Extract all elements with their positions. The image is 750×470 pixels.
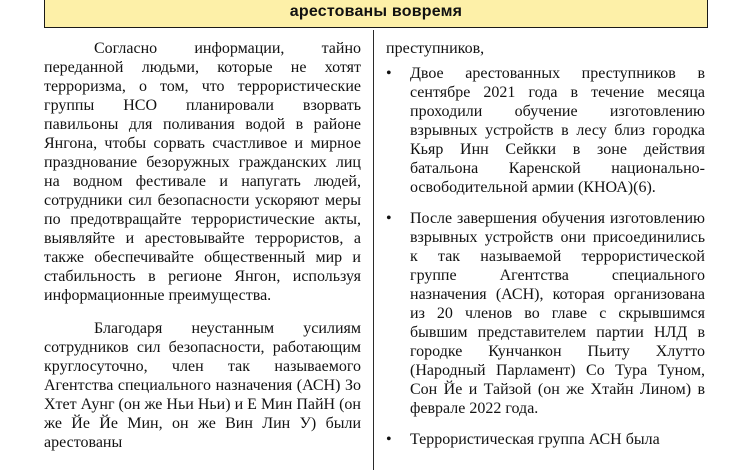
bullet-icon: • — [386, 431, 392, 448]
paragraph-intel-report: Согласно информации, тайно переданной людьми, которые не хотят терроризма, о том, что террористические группы НСО планировали взорвать павильоны для поливания водой в районе Янгона, чтобы сорвать счастливое и мирное празднование безоружных гражданских лиц на водном фестивале и напугать людей, сотрудники сил безопасности ускоряют меры по предотвращайте террористические акты, выявляйте и арестовывайте террористов, а также обеспечивайте общественный мир и стабильность в регионе Янгон, используя информационные преимущества. — [44, 40, 361, 304]
continued-text: преступников, — [386, 40, 485, 57]
list-item — [386, 430, 705, 449]
list-item — [386, 64, 705, 197]
right-column — [386, 39, 705, 461]
bullet-list — [386, 64, 705, 449]
bullet-icon: • — [386, 65, 392, 82]
list-item-text: Двое арестованных преступников в сентябре 2021 года в течение месяца проходили обучение изготовлению взрывных устройств в лесу близ городка Кьяр Инн Сейкки в зоне действия батальона Каренской национально-освободительной армии (КНОА)(6). — [410, 65, 705, 196]
column-divider — [373, 30, 374, 470]
left-column — [44, 39, 361, 452]
list-item — [386, 209, 705, 418]
list-item-text: После завершения обучения изготовлению взрывных устройств они присоединились к так называемой террористической группе Агентства специального назначения (АСН), которая организована из 20 членов во главе с скрывшимся бывшим представителем партии НЛД в городке Кунчанкон Пьиту Хлутто (Народный Парламент) Со Тура Туном, Сон Йе и Тайзой (он же Хтайн Лином) в феврале 2022 года. — [410, 210, 705, 417]
headline-title: арестованы вовремя — [289, 3, 463, 20]
list-item-text: Террористическая группа АСН была — [410, 431, 660, 448]
paragraph-arrests: Благодаря неустанным усилиям сотрудников сил безопасности, работающим круглосуточно, член так называемого Агентства специального назначения (АСН) Зо Хтет Аунг (он же Ньи Ньи) и Е Мин ПайН (он же Йе Йе Мин, он же Вин Лин У) были арестованы — [44, 320, 361, 451]
headline-banner — [44, 0, 708, 28]
bullet-icon: • — [386, 210, 392, 227]
